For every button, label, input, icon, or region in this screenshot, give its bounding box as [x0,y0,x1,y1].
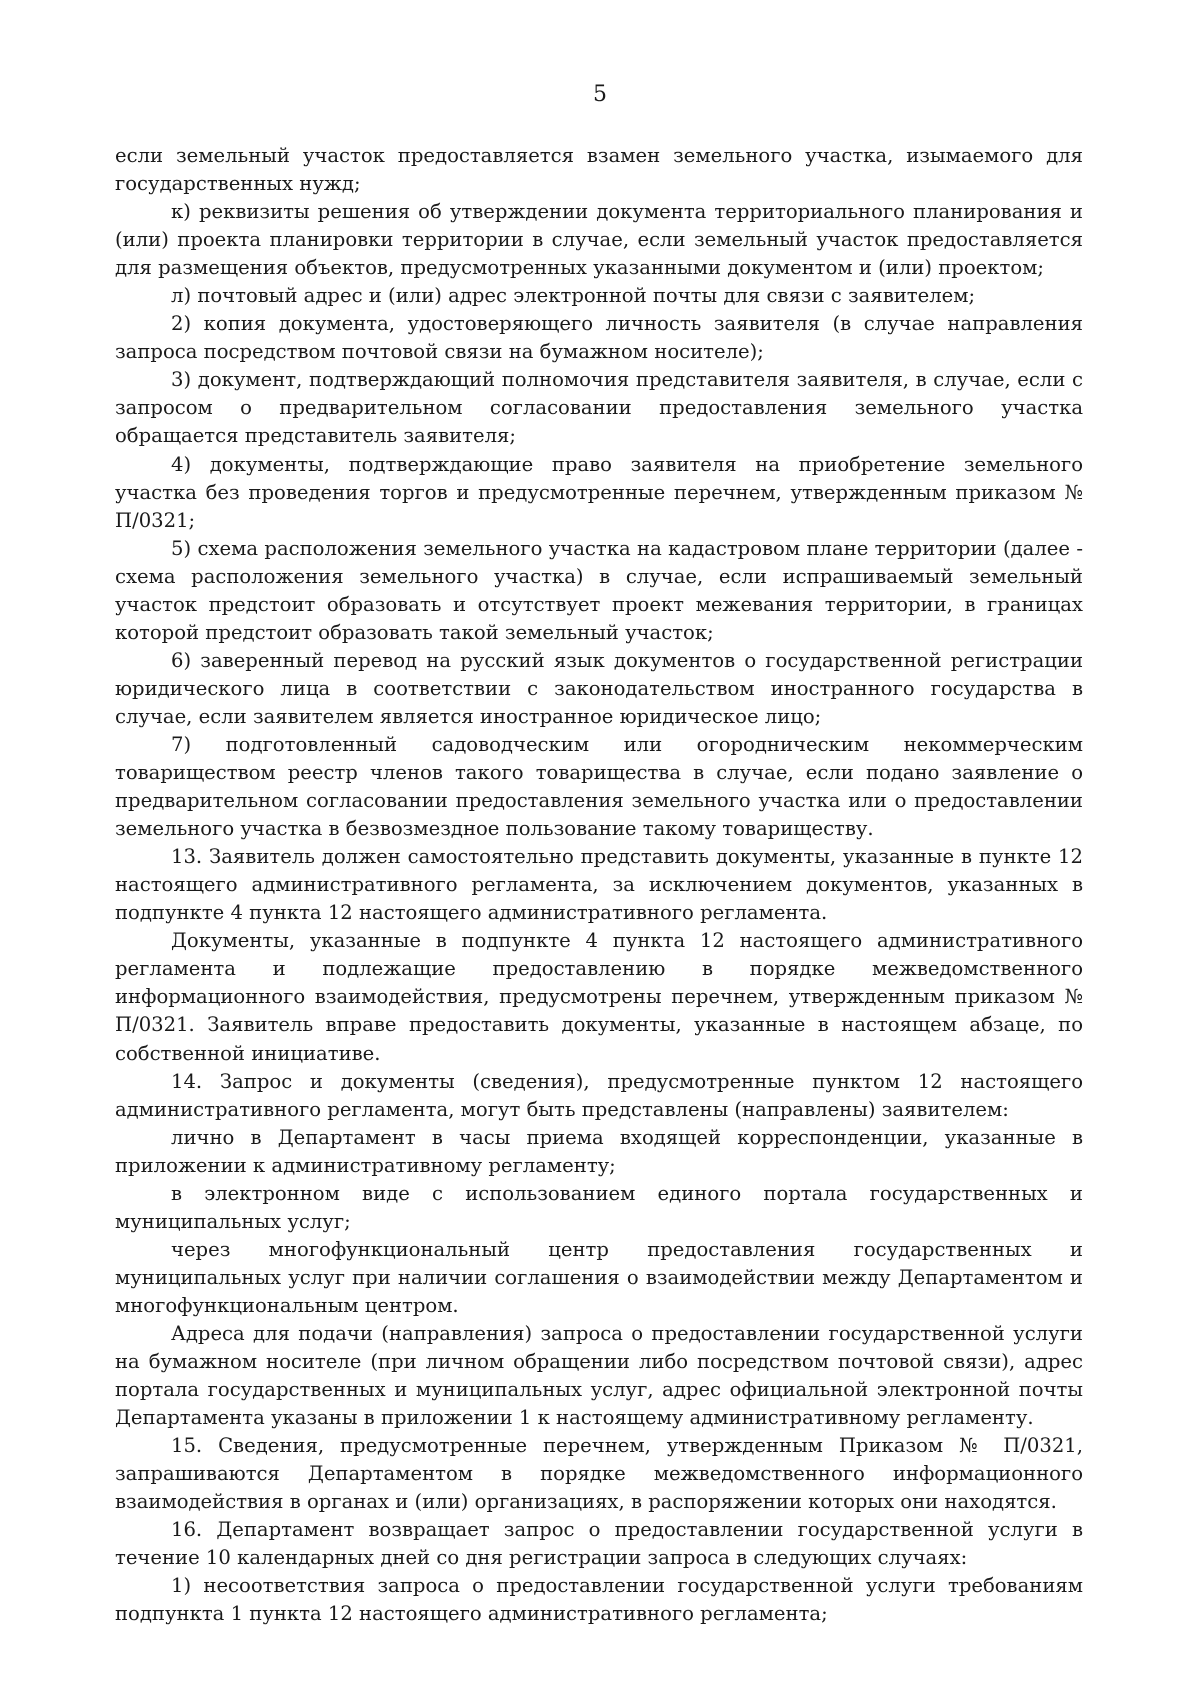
paragraph-item-5: 5) схема расположения земельного участка на кадастровом плане территории (далее - схема расположения земельного участка) в случае, если испрашиваемый земельный участок предстоит образовать и отсутствует проект межевания территории, в границах которой предстоит образовать такой земельный участок; [115,536,1083,644]
paragraph-item-6: 6) заверенный перевод на русский язык документов о государственной регистрации юридического лица в соответствии с законодательством иностранного государства в случае, если заявителем является иностранное юридическое лицо; [115,648,1083,728]
page-number: 5 [593,82,607,107]
paragraph-clause-16: 16. Департамент возвращает запрос о предоставлении государственной услуги в течение 10 календарных дней со дня регистрации запроса в следующих случаях: [115,1518,1083,1570]
paragraph-clause-15: 15. Сведения, предусмотренные перечнем, утвержденным Приказом № П/0321, запрашиваются Департаментом в порядке межведомственного информационного взаимодействия в органах и (или) организациях, в распоряжении которых они находятся. [115,1434,1083,1514]
paragraph-clause-14-in-person: лично в Департамент в часы приема входящей корреспонденции, указанные в приложении к административному регламенту; [115,1125,1083,1177]
document-body [115,142,1083,1628]
paragraph-clause-14-mfc: через многофункциональный центр предоставления государственных и муниципальных услуг при наличии соглашения о взаимодействии между Департаментом и многофункциональным центром. [115,1237,1083,1317]
paragraph-clause-16-item-1: 1) несоответствия запроса о предоставлении государственной услуги требованиям подпункта 1 пункта 12 настоящего административного регламента; [115,1574,1083,1626]
paragraph-item-k: к) реквизиты решения об утверждении документа территориального планирования и (или) проекта планировки территории в случае, если земельный участок предоставляется для размещения объектов, предусмотренных указанными документом и (или) проектом; [115,200,1083,280]
paragraph-clause-14: 14. Запрос и документы (сведения), предусмотренные пунктом 12 настоящего административного регламента, могут быть представлены (направлены) заявителем: [115,1069,1083,1121]
paragraph-item-3: 3) документ, подтверждающий полномочия представителя заявителя, в случае, если с запросом о предварительном согласовании предоставления земельного участка обращается представитель заявителя; [115,368,1083,448]
paragraph-item-4: 4) документы, подтверждающие право заявителя на приобретение земельного участка без проведения торгов и предусмотренные перечнем, утвержденным приказом № П/0321; [115,452,1083,532]
paragraph-clause-14-addresses: Адреса для подачи (направления) запроса о предоставлении государственной услуги на бумажном носителе (при личном обращении либо посредством почтовой связи), адрес портала государственных и муниципальных услуг, адрес официальной электронной почты Департамента указаны в приложении 1 к настоящему административному регламенту. [115,1321,1083,1430]
paragraph-item-2: 2) копия документа, удостоверяющего личность заявителя (в случае направления запроса посредством почтовой связи на бумажном носителе); [115,312,1083,364]
paragraph-item-7: 7) подготовленный садоводческим или огородническим некоммерческим товариществом реестр членов такого товарищества в случае, если подано заявление о предварительном согласовании предоставления земельного участка или о предоставлении земельного участка в безвозмездное пользование такому товариществу. [115,732,1083,841]
paragraph-item-l: л) почтовый адрес и (или) адрес электронной почты для связи с заявителем; [171,284,976,308]
paragraph-clause-13-documents: Документы, указанные в подпункте 4 пункта 12 настоящего административного регламента и подлежащие предоставлению в порядке межведомственного информационного взаимодействия, предусмотрены перечнем, утвержденным приказом № П/0321. Заявитель вправе предоставить документы, указанные в настоящем абзаце, по собственной инициативе. [115,929,1083,1065]
paragraph-continuation: если земельный участок предоставляется взамен земельного участка, изымаемого для государственных нужд; [115,144,1083,196]
paragraph-clause-13: 13. Заявитель должен самостоятельно представить документы, указанные в пункте 12 настоящего административного регламента, за исключением документов, указанных в подпункте 4 пункта 12 настоящего административного регламента. [115,845,1083,925]
paragraph-clause-14-electronic: в электронном виде с использованием единого портала государственных и муниципальных услуг; [115,1181,1083,1233]
